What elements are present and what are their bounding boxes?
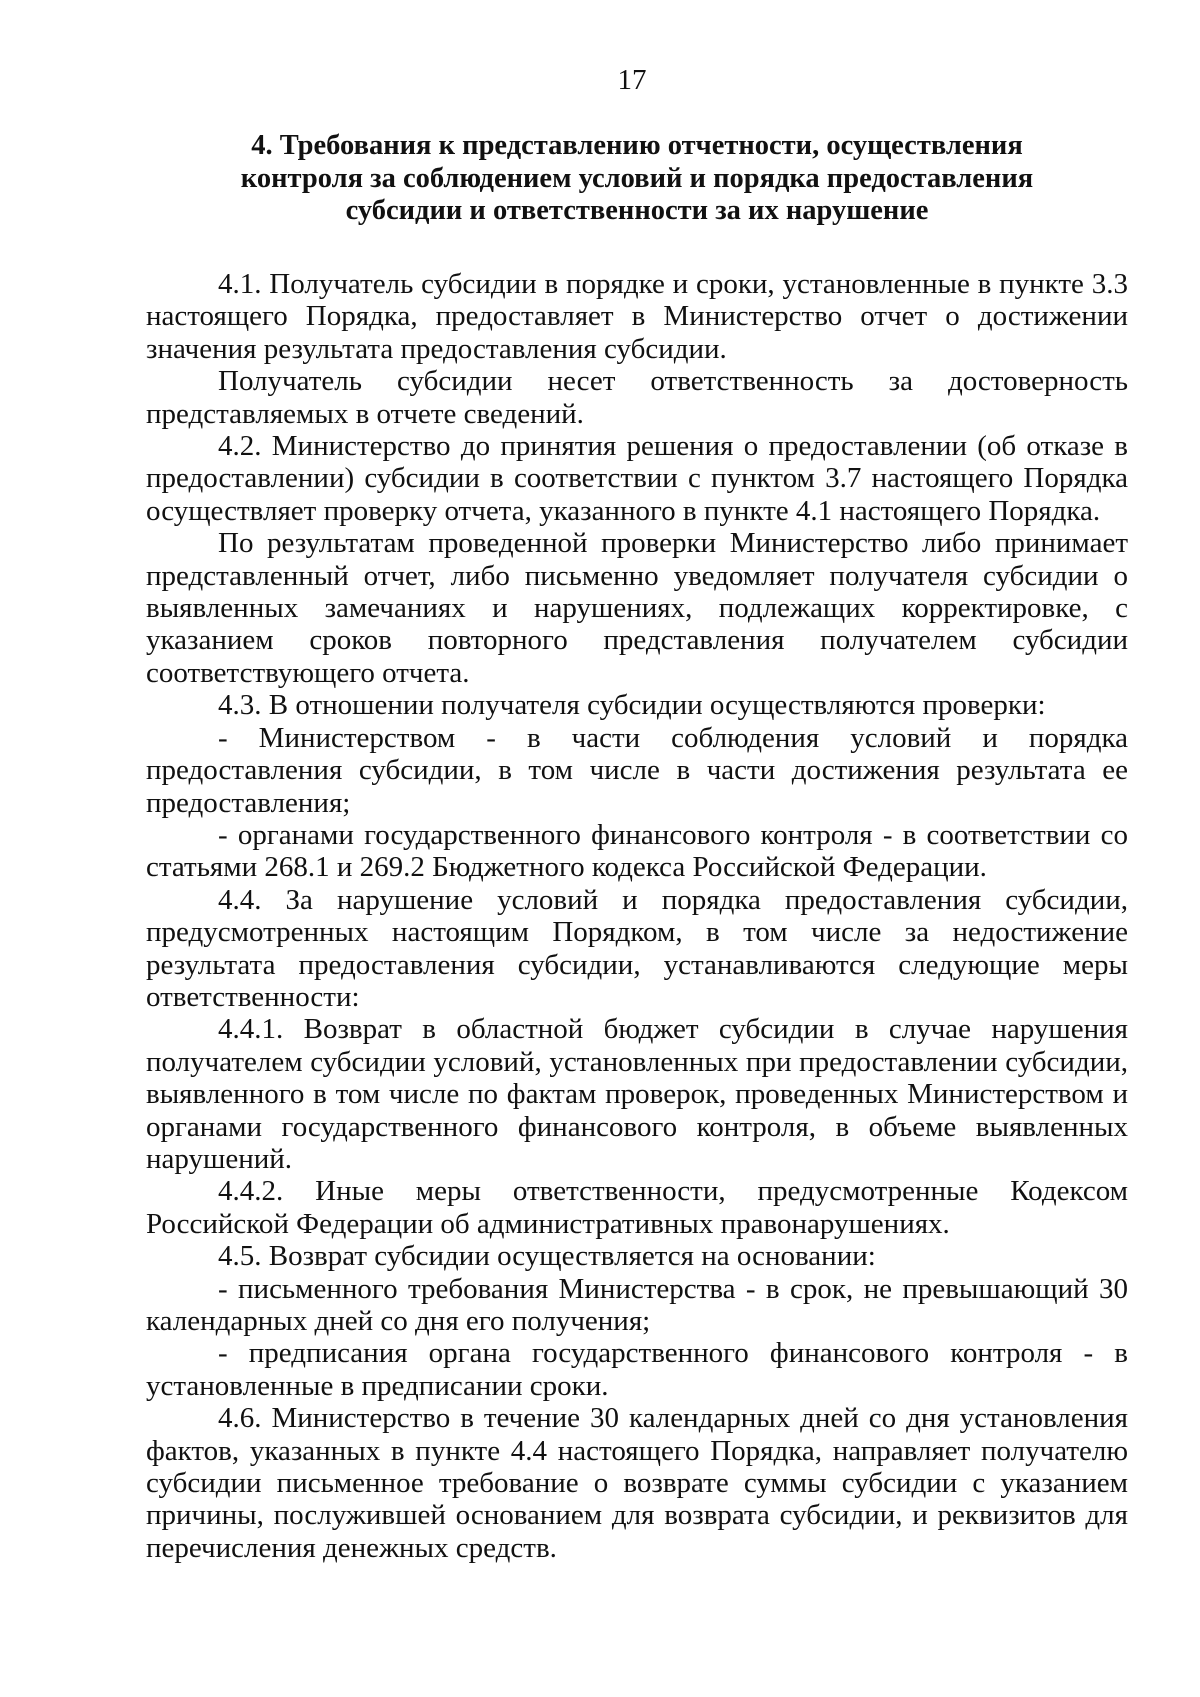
paragraph-check-results: По результатам проведенной проверки Министерство либо принимает представленный отчет, либо письменно уведомляет получателя субсидии о выявленных замечаниях и нарушениях, подлежащих корректировке, с указанием сроков повторного представления получателем субсидии соответствующего отчета. [146,527,1128,689]
page-number: 17 [617,64,647,96]
paragraph-4-1: 4.1. Получатель субсидии в порядке и сроки, установленные в пункте 3.3 настоящего Порядка, предоставляет в Министерство отчет о достижении значения результата предоставления субсидии. [146,268,1128,365]
list-item-written-demand: - письменного требования Министерства - в срок, не превышающий 30 календарных дней со дня его получения; [146,1272,1128,1337]
section-heading-line: контроля за соблюдением условий и порядка предоставления [240,162,1034,194]
section-heading [146,130,1128,228]
list-item-financial-control: - органами государственного финансового контроля - в соответствии со статьями 268.1 и 269.2 Бюджетного кодекса Российской Федерации. [146,818,1128,884]
section-heading-line: субсидии и ответственности за их нарушение [345,195,929,226]
document-body [146,268,1128,1564]
paragraph-4-5: 4.5. Возврат субсидии осуществляется на основании: [218,1240,876,1273]
paragraph-4-4: 4.4. За нарушение условий и порядка предоставления субсидии, предусмотренных настоящим Порядком, в том числе за недостижение результата предоставления субсидии, устанавливаются следующие меры ответственности: [146,883,1128,1013]
paragraph-4-6: 4.6. Министерство в течение 30 календарных дней со дня установления фактов, указанных в пункте 4.4 настоящего Порядка, направляет получателю субсидии письменное требование о возврате суммы субсидии с указанием причины, послужившей основанием для возврата субсидии, и реквизитов для перечисления денежных средств. [146,1402,1128,1564]
section-heading-line: 4. Требования к представлению отчетности, осуществления [251,130,1023,161]
paragraph-4-2: 4.2. Министерство до принятия решения о предоставлении (об отказе в предоставлении) субсидии в соответствии с пунктом 3.7 настоящего Порядка осуществляет проверку отчета, указанного в пункте 4.1 настоящего Порядка. [146,430,1128,527]
paragraph-recipient-responsibility: Получатель субсидии несет ответственность за достоверность представляемых в отчете сведений. [146,365,1128,430]
paragraph-4-3: 4.3. В отношении получателя субсидии осуществляются проверки: [218,689,1046,722]
list-item-control-order: - предписания органа государственного финансового контроля - в установленные в предписании сроки. [146,1337,1128,1402]
paragraph-4-4-1: 4.4.1. Возврат в областной бюджет субсидии в случае нарушения получателем субсидии условий, установленных при предоставлении субсидии, выявленного в том числе по фактам проверок, проведенных Министерством и органами государственного финансового контроля, в объеме выявленных нарушений. [146,1013,1128,1175]
paragraph-4-4-2: 4.4.2. Иные меры ответственности, предусмотренные Кодексом Российской Федерации об административных правонарушениях. [146,1175,1128,1240]
list-item-ministry-check: - Министерством - в части соблюдения условий и порядка предоставления субсидии, в том числе в части достижения результата ее предоставления; [146,721,1128,819]
